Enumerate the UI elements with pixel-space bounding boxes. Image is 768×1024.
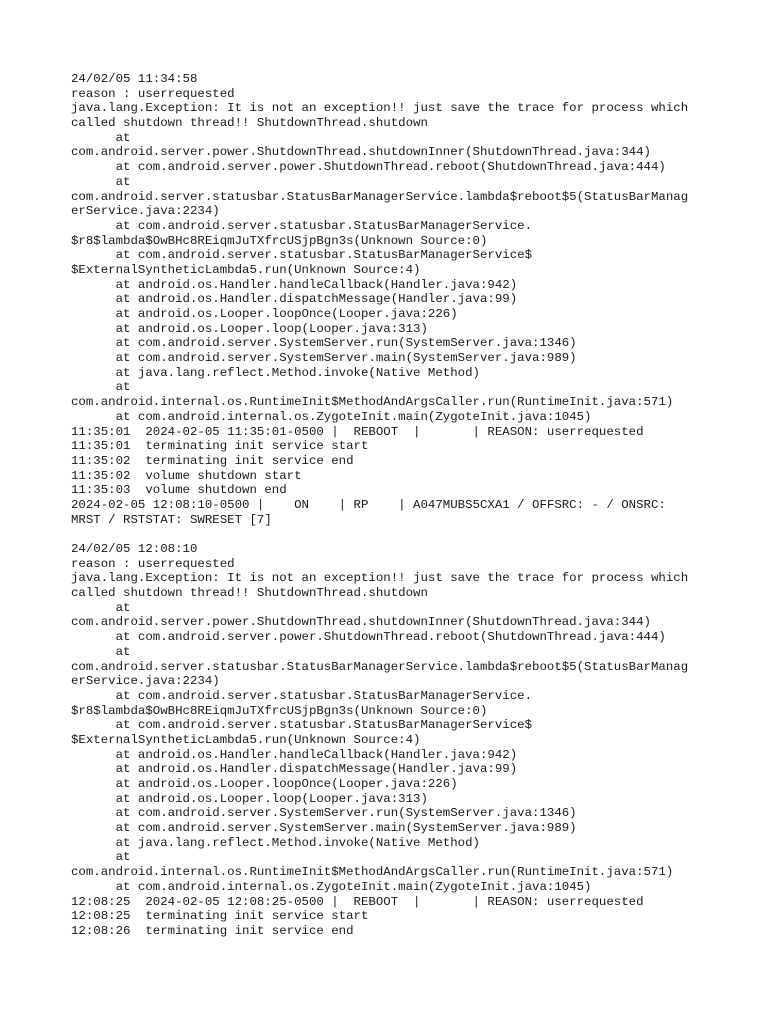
log-line: 11:35:01 terminating init service start bbox=[71, 439, 369, 454]
log-line: at java.lang.reflect.Method.invoke(Native Method) bbox=[71, 365, 480, 380]
log-line: 2024-02-05 12:08:10-0500 | ON | RP | A047MUBS5CXA1 / OFFSRC: - / ONSRC: bbox=[71, 497, 666, 512]
log-line: 24/02/05 12:08:10 bbox=[71, 542, 198, 556]
log-line: at bbox=[71, 380, 131, 395]
log-line: at com.android.server.statusbar.StatusBarManagerService. bbox=[71, 688, 533, 703]
log-line: at com.android.server.statusbar.StatusBarManagerService$ bbox=[71, 718, 533, 733]
log-line: 11:35:02 volume shutdown start bbox=[71, 468, 302, 483]
log-document bbox=[71, 72, 711, 939]
log-line: at com.android.server.power.ShutdownThread.reboot(ShutdownThread.java:444) bbox=[71, 160, 666, 175]
log-line: at com.android.internal.os.ZygoteInit.main(ZygoteInit.java:1045) bbox=[71, 409, 592, 424]
log-line: at android.os.Looper.loop(Looper.java:313) bbox=[71, 321, 428, 336]
log-line: at bbox=[71, 174, 131, 189]
log-line: erService.java:2234) bbox=[71, 204, 220, 219]
log-line: at android.os.Looper.loopOnce(Looper.java:226) bbox=[71, 307, 458, 321]
log-line: com.android.internal.os.RuntimeInit$MethodAndArgsCaller.run(RuntimeInit.java:571) bbox=[71, 395, 674, 410]
log-line: at android.os.Looper.loop(Looper.java:313) bbox=[71, 791, 428, 806]
log-line: java.lang.Exception: It is not an exception!! just save the trace for process which bbox=[71, 101, 689, 116]
log-line: at android.os.Handler.dispatchMessage(Handler.java:99) bbox=[71, 292, 518, 307]
log-line: 12:08:26 terminating init service end bbox=[71, 923, 354, 938]
log-line: 11:35:01 2024-02-05 11:35:01-0500 | REBOOT | | REASON: userrequested bbox=[71, 424, 644, 439]
log-line: at android.os.Handler.handleCallback(Handler.java:942) bbox=[71, 277, 518, 292]
log-line: reason : userrequested bbox=[71, 86, 235, 101]
log-line: at bbox=[71, 644, 131, 659]
log-line: called shutdown thread!! ShutdownThread.shutdown bbox=[71, 586, 428, 601]
log-line: at java.lang.reflect.Method.invoke(Native Method) bbox=[71, 835, 480, 850]
log-line: com.android.server.power.ShutdownThread.shutdownInner(ShutdownThread.java:344) bbox=[71, 145, 651, 160]
log-line: $ExternalSyntheticLambda5.run(Unknown Source:4) bbox=[71, 262, 421, 277]
log-line: com.android.server.power.ShutdownThread.shutdownInner(ShutdownThread.java:344) bbox=[71, 615, 651, 630]
log-line: at com.android.internal.os.ZygoteInit.main(ZygoteInit.java:1045) bbox=[71, 879, 592, 894]
log-line: 24/02/05 11:34:58 bbox=[71, 72, 198, 86]
log-line: called shutdown thread!! ShutdownThread.shutdown bbox=[71, 116, 428, 131]
log-line: com.android.server.statusbar.StatusBarManagerService.lambda$reboot$5(StatusBarManag bbox=[71, 659, 689, 674]
log-line: 11:35:02 terminating init service end bbox=[71, 453, 354, 468]
log-line: at com.android.server.SystemServer.main(SystemServer.java:989) bbox=[71, 821, 577, 836]
log-line: at bbox=[71, 850, 131, 865]
log-line: 11:35:03 volume shutdown end bbox=[71, 483, 287, 498]
log-line: at android.os.Handler.handleCallback(Handler.java:942) bbox=[71, 747, 518, 762]
log-line: $r8$lambda$OwBHc8REiqmJuTXfrcUSjpBgn3s(Unknown Source:0) bbox=[71, 233, 488, 248]
log-line: com.android.internal.os.RuntimeInit$MethodAndArgsCaller.run(RuntimeInit.java:571) bbox=[71, 865, 674, 880]
log-line: at bbox=[71, 600, 131, 615]
log-line: MRST / RSTSTAT: SWRESET [7] bbox=[71, 512, 272, 527]
log-line: reason : userrequested bbox=[71, 556, 235, 571]
log-line: at com.android.server.SystemServer.run(SystemServer.java:1346) bbox=[71, 336, 577, 351]
log-line: at android.os.Handler.dispatchMessage(Handler.java:99) bbox=[71, 762, 518, 777]
log-line: 12:08:25 terminating init service start bbox=[71, 909, 369, 924]
blank-line bbox=[71, 527, 711, 542]
log-line: at com.android.server.power.ShutdownThread.reboot(ShutdownThread.java:444) bbox=[71, 630, 666, 645]
log-line: at bbox=[71, 130, 131, 145]
log-line: at com.android.server.statusbar.StatusBarManagerService. bbox=[71, 218, 533, 233]
log-line: at android.os.Looper.loopOnce(Looper.java:226) bbox=[71, 777, 458, 791]
log-line: 12:08:25 2024-02-05 12:08:25-0500 | REBOOT | | REASON: userrequested bbox=[71, 894, 644, 909]
log-line: erService.java:2234) bbox=[71, 674, 220, 689]
log-line: java.lang.Exception: It is not an exception!! just save the trace for process which bbox=[71, 571, 689, 586]
log-line: at com.android.server.statusbar.StatusBarManagerService$ bbox=[71, 248, 533, 263]
log-line: $r8$lambda$OwBHc8REiqmJuTXfrcUSjpBgn3s(Unknown Source:0) bbox=[71, 703, 488, 718]
log-line: com.android.server.statusbar.StatusBarManagerService.lambda$reboot$5(StatusBarManag bbox=[71, 189, 689, 204]
log-body bbox=[71, 72, 711, 939]
log-line: at com.android.server.SystemServer.main(SystemServer.java:989) bbox=[71, 351, 577, 366]
log-line: $ExternalSyntheticLambda5.run(Unknown Source:4) bbox=[71, 732, 421, 747]
log-line: at com.android.server.SystemServer.run(SystemServer.java:1346) bbox=[71, 806, 577, 821]
